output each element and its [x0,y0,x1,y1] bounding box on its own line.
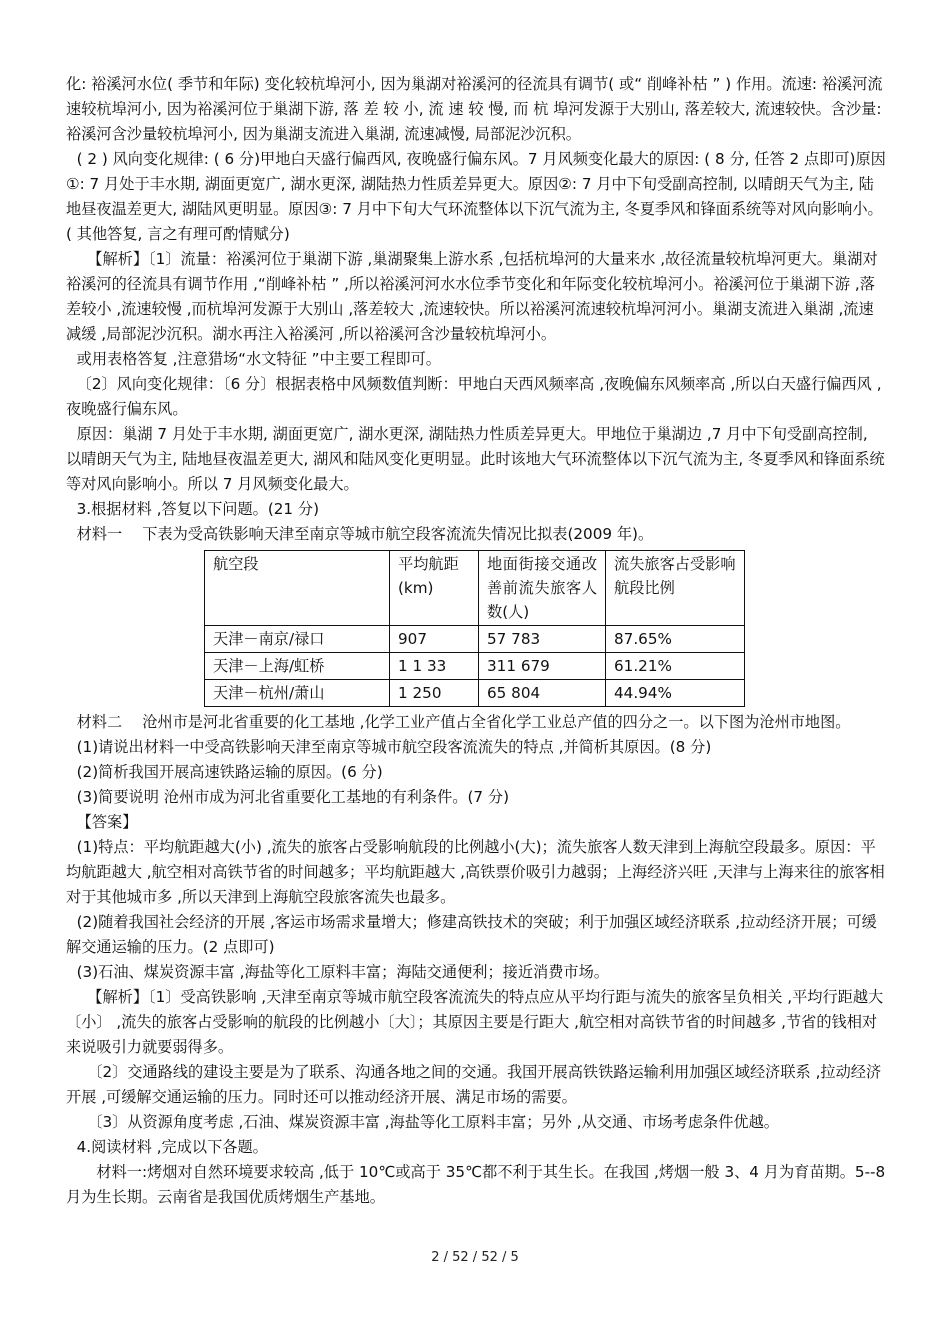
table-cell: 65 804 [479,680,606,707]
question-3-2: (2)简析我国开展高速铁路运输的原因。(6 分) [76,763,383,781]
question-3-1: (1)请说出材料一中受高铁影响天津至南京等城市航空段客流流失的特点 ,并简析其原因。(8 分) [76,738,712,756]
table-header-row [205,551,745,626]
table-cell: 天津－杭州/萧山 [205,680,390,707]
table-header-cell: 航空段 [205,551,390,626]
table-row [205,626,745,653]
answer-2: (2)随着我国社会经济的开展 ,客运市场需求量增大；修建高铁技术的突破；利于加强区域经济联系 ,拉动经济开展；可缓解交通运输的压力。(2 点即可) [66,913,877,956]
analysis-1: 【解析】〔1〕受高铁影响 ,天津至南京等城市航空段客流流失的特点应从平均行距与流失的旅客呈负相关 ,平均行距越大〔小〕 ,流失的旅客占受影响的航段的比例越小〔大〕；其原因主要是行距大 ,航空相对高铁节省的时间越多 ,节省的钱相对来说吸引力就要弱得多。 [66,988,884,1056]
table-cell: 1 1 33 [390,653,479,680]
paragraph-table-hint: 或用表格答复 ,注意猎场“水文特征 ”中主要工程即可。 [76,350,441,368]
table-cell: 61.21% [606,653,745,680]
paragraph-hydrology-comparison: 化: 裕溪河水位( 季节和年际) 变化较杭埠河小, 因为巢湖对裕溪河的径流具有调节( 或“ 削峰补枯 ” ) 作用。流速: 裕溪河流速较杭埠河小, 因为裕溪河位于巢湖下游, 落 差 较 小, 流 速 较 慢, 而 杭 埠河发源于大别山, 落差较大, 流速较快。含沙量: 裕溪河含沙量较杭埠河小, 因为巢湖支流进入巢湖, 流速减慢, 局部泥沙沉积。 [66,75,883,143]
paragraph-analysis-2: 〔2〕风向变化规律：〔6 分〕根据表格中风频数值判断：甲地白天西风频率高 ,夜晚偏东风频率高 ,所以白天盛行偏西风 ,夜晚盛行偏东风。 [66,375,882,418]
paragraph-analysis-1: 【解析】〔1〕流量：裕溪河位于巢湖下游 ,巢湖聚集上游水系 ,包括杭埠河的大量来水 ,故径流量较杭埠河更大。巢湖对裕溪河的径流具有调节作用 ,“削峰补枯 ” ,所以裕溪河河水水位季节变化和年际变化较杭埠河小。裕溪河位于巢湖下游 ,落差较小 ,流速较慢 ,而杭埠河发源于大别山 ,落差较大 ,流速较快。所以裕溪河流速较杭埠河河小。巢湖支流进入巢湖 ,流速减缓 ,局部泥沙沉积。湖水再注入裕溪河 ,所以裕溪河含沙量较杭埠河小。 [66,250,878,343]
table-cell: 1 250 [390,680,479,707]
table-cell: 天津－南京/禄口 [205,626,390,653]
answer-heading: 【答案】 [76,813,138,831]
answer-1: (1)特点：平均航距越大(小) ,流失的旅客占受影响航段的比例越小(大)；流失旅客人数天津到上海航空段最多。原因：平均航距越大 ,航空相对高铁节省的时间越多；平均航距越大 ,高铁票价吸引力越弱；上海经济兴旺 ,天津与上海来往的旅客相对于其他城市多 ,所以天津到上海航空段旅客流失也最多。 [66,838,885,906]
table-header-cell: 地面街接交通改善前流失旅客人数(人) [479,551,606,626]
passenger-loss-table [204,550,745,707]
analysis-2: 〔2〕交通路线的建设主要是为了联系、沟通各地之间的交通。我国开展高铁铁路运输利用加强区域经济联系 ,拉动经济开展 ,可缓解交通运输的压力。同时还可以推动经济开展、满足市场的需要。 [66,1063,882,1106]
question-3-heading: 3.根据材料 ,答复以下问题。(21 分) [76,500,320,518]
table-cell: 907 [390,626,479,653]
table-cell: 44.94% [606,680,745,707]
table-cell: 57 783 [479,626,606,653]
table-header-cell: 平均航距(km) [390,551,479,626]
table-row [205,680,745,707]
paragraph-reason: 原因：巢湖 7 月处于丰水期, 湖面更宽广, 湖水更深, 湖陆热力性质差异更大。甲地位于巢湖边 ,7 月中下旬受副高控制, 以晴朗天气为主, 陆地昼夜温差更大, 湖风和陆风变化更明显。此时该地大气环流整体以下沉气流为主, 冬夏季风和锋面系统等对风向影响小。所以 7 月风频变化最大。 [66,425,885,493]
table-cell: 天津－上海/虹桥 [205,653,390,680]
material-one-caption: 材料一 下表为受高铁影响天津至南京等城市航空段客流流失情况比拟表(2009 年)。 [76,525,654,543]
paragraph-wind-answer: ( 2 ) 风向变化规律: ( 6 分)甲地白天盛行偏西风, 夜晚盛行偏东风。7 月风频变化最大的原因: ( 8 分, 任答 2 点即可)原因①: 7 月处于丰水期, 湖面更宽广, 湖水更深, 湖陆热力性质差异更大。原因②: 7 月中下旬受副高控制, 以晴朗天气为主, 陆地昼夜温差更大, 湖陆风更明显。原因③: 7 月中下旬大气环流整体以下沉气流为主, 冬夏季风和锋面系统等对风向影响小。( 其他答复, 言之有理可酌情赋分) [66,150,886,243]
analysis-3: 〔3〕从资源角度考虑 ,石油、煤炭资源丰富 ,海盐等化工原料丰富；另外 ,从交通、市场考虑条件优越。 [87,1113,779,1131]
question-4-material-one: 材料一:烤烟对自然环境要求较高 ,低于 10℃或高于 35℃都不利于其生长。在我国 ,烤烟一般 3、4 月为育苗期。5--8 月为生长期。云南省是我国优质烤烟生产基地。 [66,1163,886,1206]
material-two-text: 材料二 沧州市是河北省重要的化工基地 ,化学工业产值占全省化学工业总产值的四分之一。以下图为沧州市地图。 [76,713,851,731]
table-cell: 87.65% [606,626,745,653]
question-4-heading: 4.阅读材料 ,完成以下各题。 [76,1138,268,1156]
page-number: 2 / 52 / 52 / 5 [431,1250,519,1265]
question-3-3: (3)简要说明 沧州市成为河北省重要化工基地的有利条件。(7 分) [76,788,509,806]
table-row [205,653,745,680]
table-header-cell: 流失旅客占受影响航段比例 [606,551,745,626]
table-cell: 311 679 [479,653,606,680]
answer-3: (3)石油、煤炭资源丰富 ,海盐等化工原料丰富；海陆交通便利；接近消费市场。 [76,963,609,981]
